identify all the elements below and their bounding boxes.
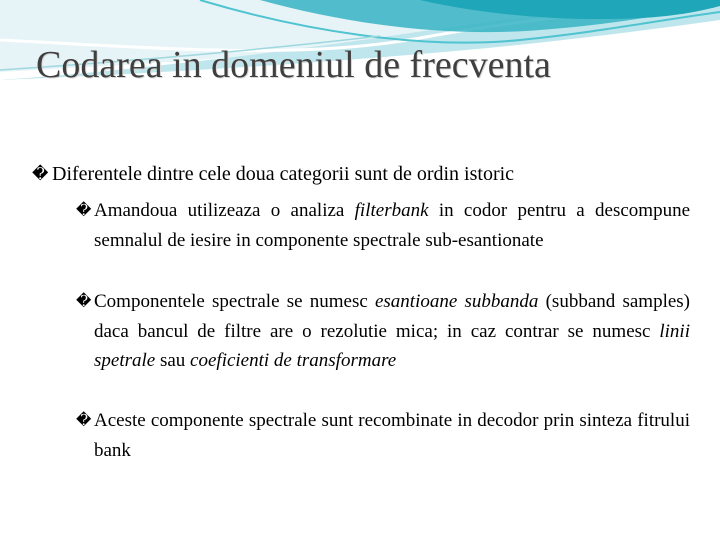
sub-bullet-text: in codor pentru a descompune semnalul de iesire in componente spectrale sub-esantionate [94,200,691,251]
bullet-glyph: � [76,413,92,429]
bullet-text: Diferentele dintre cele doua categorii sunt de ordin istoric [52,163,515,185]
sub-bullet-text: Componentele spectrale se numesc [94,291,375,312]
sub-bullet-italic: filterbank [354,200,429,221]
bullet-glyph: � [76,203,92,219]
bullet-glyph: � [76,294,92,310]
sub-bullet-italic: linii spetrale [94,321,690,371]
sub-bullet-text: (subband samples) daca bancul de filtre are o rezolutie mica; in caz contrar se numesc [94,291,690,342]
sub-bullet-recombination [76,406,690,465]
sub-bullet-italic: coeficienti de transformare [190,350,397,371]
sub-bullet-text: sau [155,350,191,371]
slide-title: Codarea in domeniul de frecventa [36,44,551,86]
sub-bullet-spectral-components [76,287,690,375]
sub-bullet-filterbank [76,196,690,255]
sub-bullet-text: Amandoua utilizeaza o analiza [94,200,355,221]
bullet-glyph: � [32,166,49,183]
sub-bullet-italic: esantioane subbanda [374,291,539,312]
bullet-level-1 [32,162,692,187]
sub-bullet-text: Aceste componente spectrale sunt recombinate in decodor prin sinteza fitrului bank [94,410,690,461]
